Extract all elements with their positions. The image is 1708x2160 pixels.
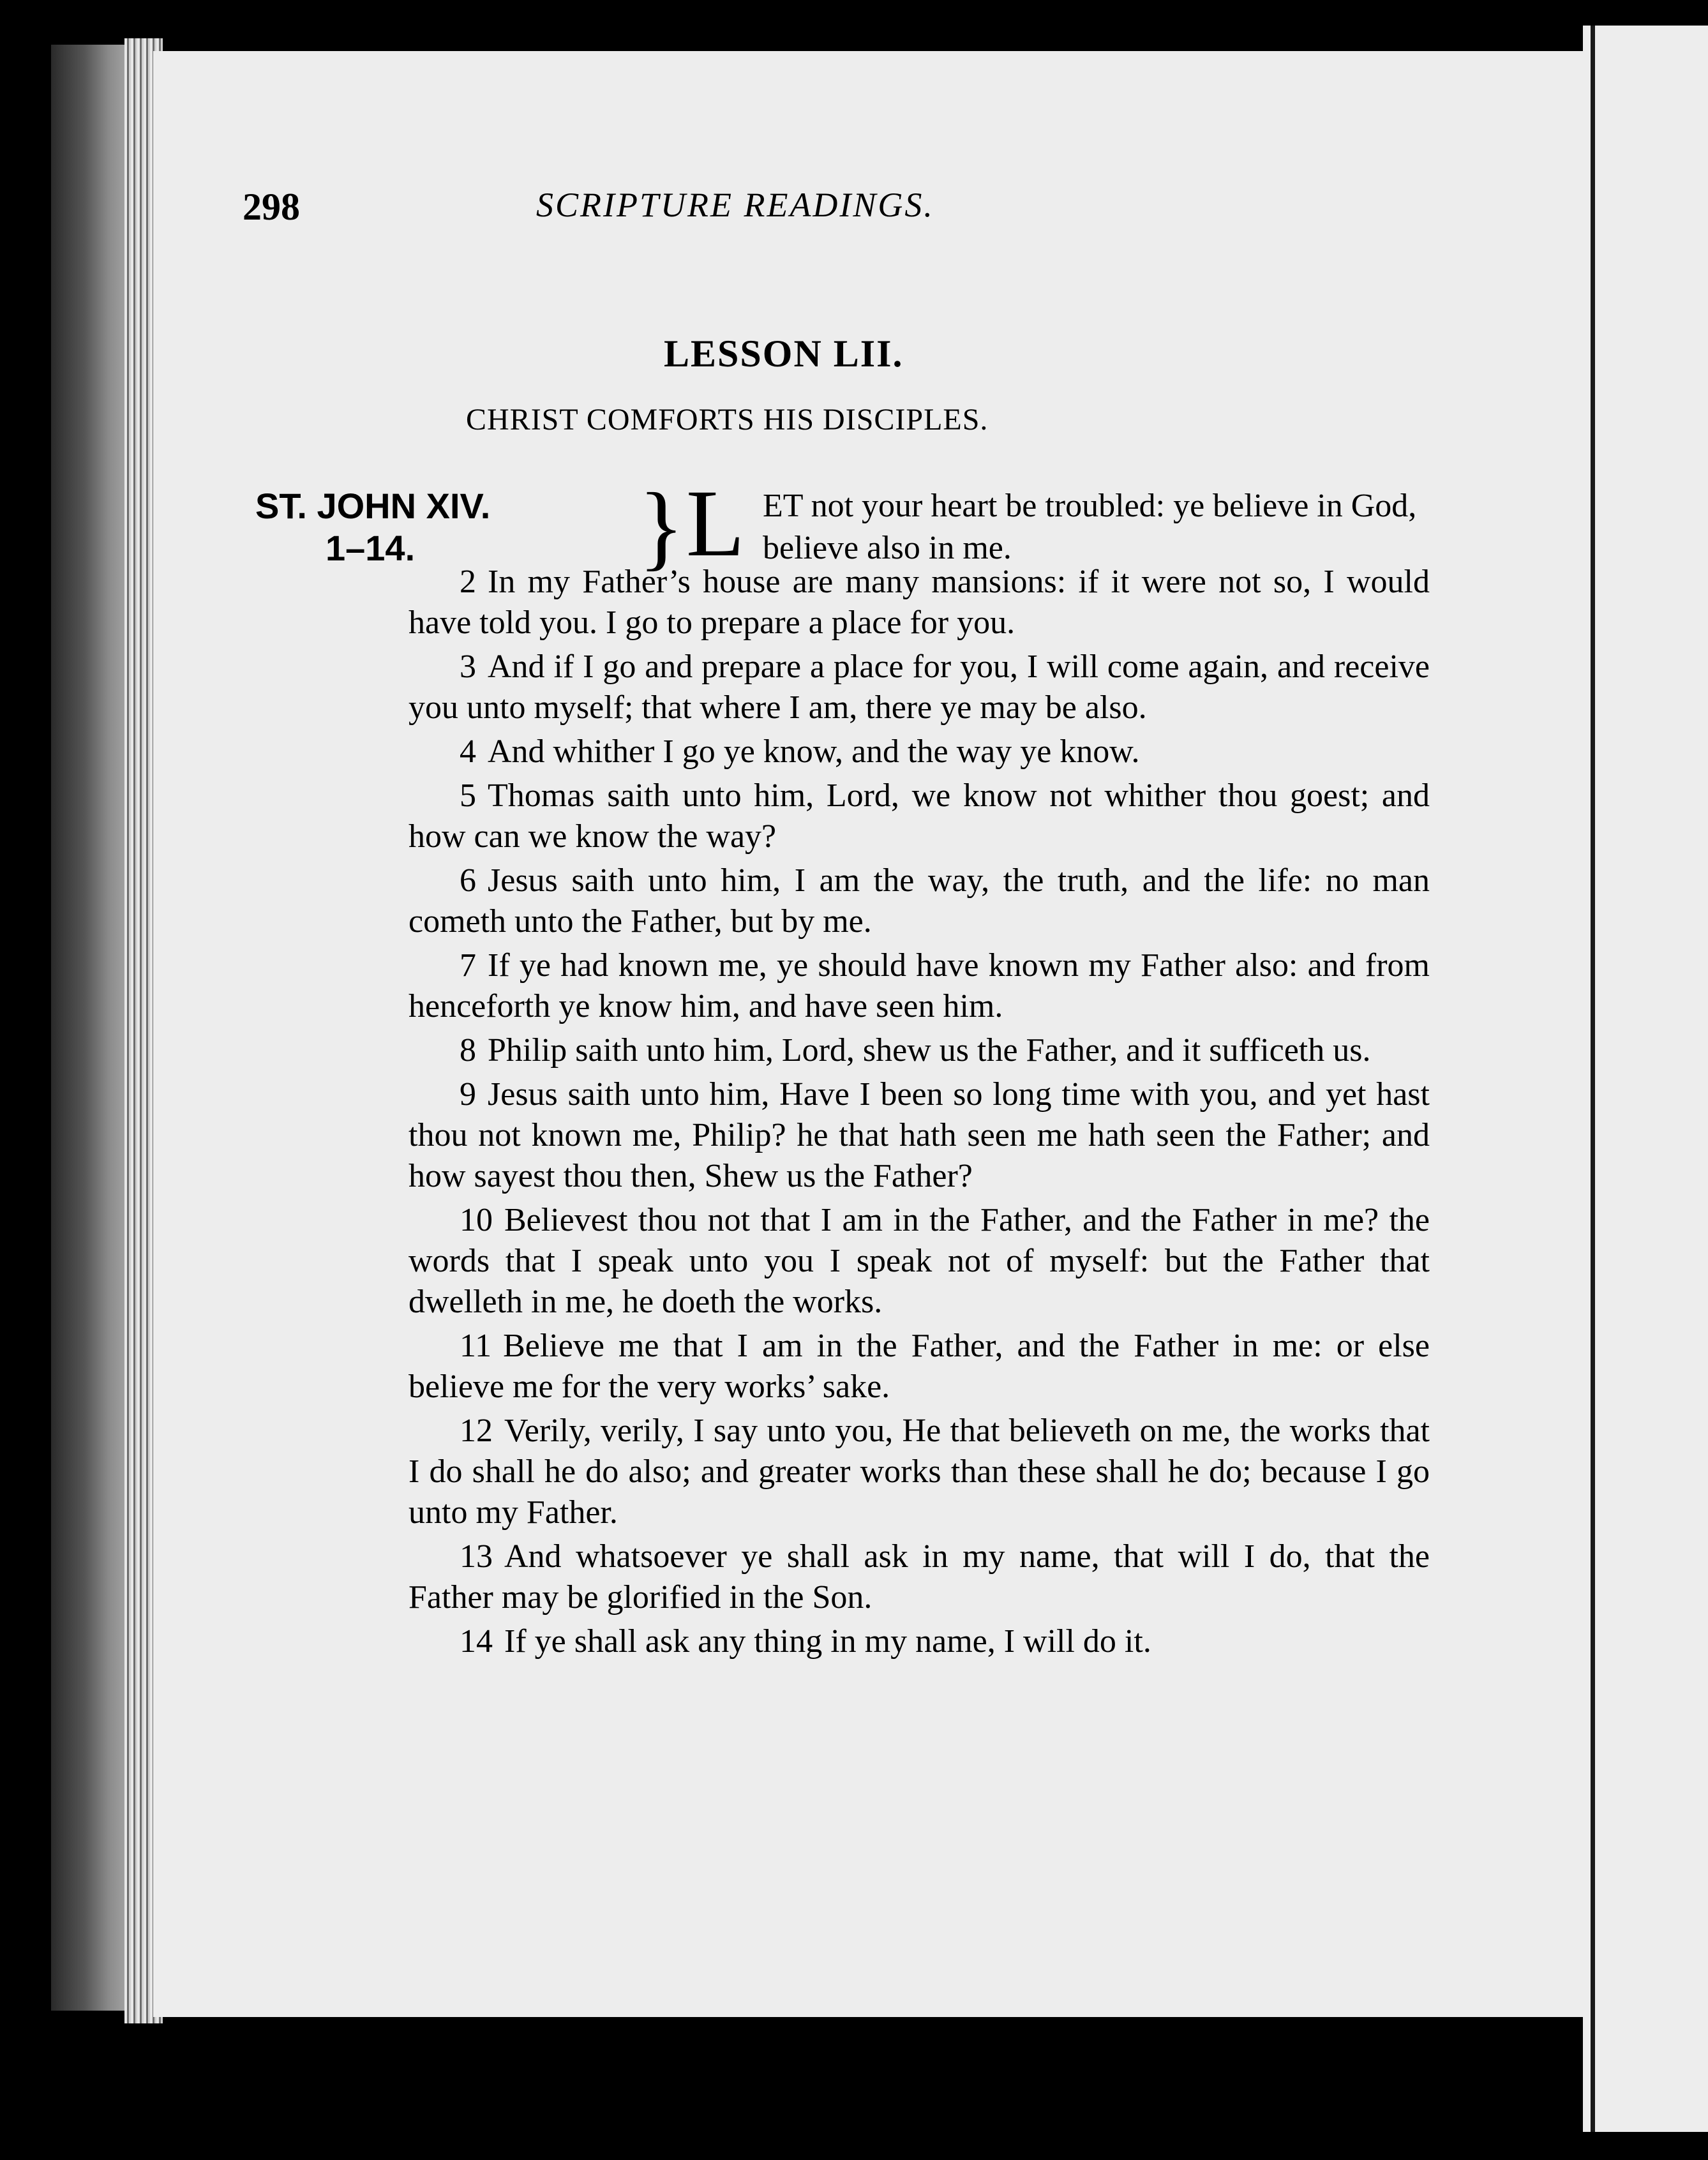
verse xyxy=(408,1030,1430,1071)
verse xyxy=(408,776,1430,857)
verse-number: 10 xyxy=(460,1202,493,1238)
verse-text: In my Father’s house are many mansions: if it were not so, I would have told you. I go to prepare a place for you. xyxy=(408,564,1430,641)
running-head: SCRIPTURE READINGS. xyxy=(536,186,934,224)
facing-page-edge xyxy=(1583,26,1708,2132)
verse-number: 8 xyxy=(460,1032,476,1069)
scripture-reference xyxy=(255,485,651,569)
verse-number: 14 xyxy=(460,1623,493,1660)
reference-brace: } xyxy=(638,474,684,580)
verse-text: Philip saith unto him, Lord, shew us the Father, and it sufficeth us. xyxy=(488,1032,1371,1069)
verse xyxy=(408,562,1430,643)
verse-number: 9 xyxy=(460,1076,476,1113)
gutter-line xyxy=(1591,26,1595,2132)
verse-text: Believe me that I am in the Father, and the Father in me: or else believe me for the very works’ sake. xyxy=(408,1328,1430,1405)
verse-list xyxy=(408,562,1430,1665)
verse-text: Verily, verily, I say unto you, He that believeth on me, the works that I do shall he do also; and greater works than these shall he do; because I go unto my Father. xyxy=(408,1413,1430,1531)
drop-cap: L xyxy=(686,470,745,576)
lesson-subtitle: CHRIST COMFORTS HIS DISCIPLES. xyxy=(466,403,989,437)
verse xyxy=(408,1536,1430,1618)
verse-number: 3 xyxy=(460,649,476,685)
verse xyxy=(408,1621,1430,1662)
verse-text: If ye shall ask any thing in my name, I will do it. xyxy=(504,1623,1151,1660)
verse-number: 12 xyxy=(460,1413,493,1449)
reference-verses: 1–14. xyxy=(326,528,416,568)
verse-number: 7 xyxy=(460,947,476,984)
reference-book: ST. JOHN XIV. xyxy=(255,486,491,526)
verse-number: 13 xyxy=(460,1538,493,1575)
verse xyxy=(408,1326,1430,1407)
verse-text: And whither I go ye know, and the way ye know. xyxy=(488,733,1140,770)
verse-text: Jesus saith unto him, Have I been so long time with you, and yet hast thou not known me, Philip? he that hath seen me hath seen the Father; and how sayest thou then, Shew us the Father? xyxy=(408,1076,1430,1194)
verse-text: And whatsoever ye shall ask in my name, that will I do, that the Father may be glorified in the Son. xyxy=(408,1538,1430,1616)
verse xyxy=(408,860,1430,942)
verse-text: Jesus saith unto him, I am the way, the truth, and the life: no man cometh unto the Father, but by me. xyxy=(408,862,1430,940)
verse-text: Believest thou not that I am in the Father, and the Father in me? the words that I speak unto you I speak not of myself: but the Father that dwelleth in me, he doeth the works. xyxy=(408,1202,1430,1320)
verse-text: Thomas saith unto him, Lord, we know not whither thou goest; and how can we know the way? xyxy=(408,777,1430,855)
verse xyxy=(408,1074,1430,1197)
verse xyxy=(408,731,1430,772)
verse-number: 11 xyxy=(460,1328,492,1364)
verse xyxy=(408,1411,1430,1533)
verse-number: 4 xyxy=(460,733,476,770)
verse xyxy=(408,945,1430,1027)
verse-number: 2 xyxy=(460,564,476,600)
verse-1: ET not your heart be troubled: ye believe in God, believe also in me. xyxy=(763,488,1417,566)
verse xyxy=(408,647,1430,728)
verse-text: And if I go and prepare a place for you, I will come again, and receive you unto myself; that where I am, there ye may be also. xyxy=(408,649,1430,726)
page-number: 298 xyxy=(243,186,300,228)
verse xyxy=(408,1200,1430,1323)
verse-number: 6 xyxy=(460,862,476,899)
page-header xyxy=(243,185,1494,243)
verse-number: 5 xyxy=(460,777,476,814)
lesson-title: LESSON LII. xyxy=(664,333,904,375)
verse-text: If ye had known me, ye should have known my Father also: and from henceforth ye know him, and have seen him. xyxy=(408,947,1430,1024)
